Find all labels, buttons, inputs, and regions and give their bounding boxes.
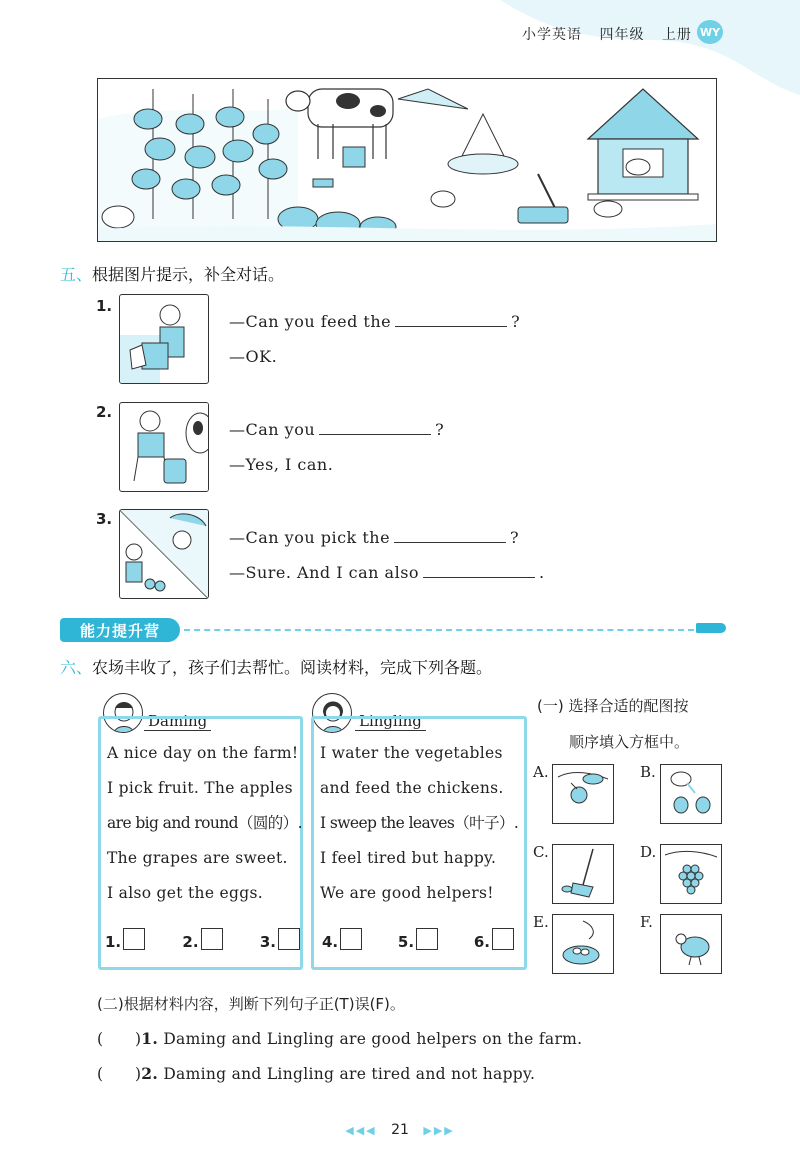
s5-item1-question-mark: ? — [511, 312, 521, 331]
footer-right-arrows: ▶▶▶ — [423, 1124, 455, 1137]
daming-name-label: Daming — [144, 712, 211, 731]
s5-item3-picture-pick-fruit — [119, 509, 209, 599]
option-e-label: E. — [533, 913, 549, 931]
s5-item3-line1 — [229, 528, 519, 547]
tf-item-1 — [97, 1027, 582, 1049]
s5-item3-period: . — [539, 563, 545, 582]
daming-line: I pick fruit. The apples — [107, 779, 293, 797]
option-b-label: B. — [640, 763, 656, 781]
part2-title: (二)根据材料内容，判断下列句子正(T)误(F)。 — [97, 995, 405, 1013]
part1-title-line1: (一) 选择合适的配图按 — [537, 697, 689, 715]
daming-line: A nice day on the farm! — [107, 744, 299, 762]
option-d-label: D. — [640, 843, 657, 861]
answer-slot-1-label: 1. — [105, 933, 122, 951]
answer-box-2[interactable] — [201, 928, 223, 950]
page-number: 21 — [391, 1122, 409, 1138]
answer-slot-3 — [260, 928, 300, 951]
lingling-line: I water the vegetables — [320, 744, 503, 762]
s5-item3-number: 3. — [96, 510, 113, 528]
answer-slot-4 — [322, 928, 362, 951]
daming-line: I also get the eggs. — [107, 884, 263, 902]
s5-item2-number: 2. — [96, 403, 113, 421]
s5-item3-answer-text: —Sure. And I can also — [229, 563, 420, 582]
ability-banner: 能力提升营 — [60, 618, 180, 642]
lingling-line: We are good helpers! — [320, 884, 494, 902]
tf-item-1-text: Daming and Lingling are good helpers on the farm. — [163, 1030, 583, 1048]
s5-item3-question-text: —Can you pick the — [229, 528, 391, 547]
option-f-label: F. — [640, 913, 653, 931]
farm-scene-illustration — [97, 78, 717, 242]
banner-dashed-line — [184, 629, 694, 631]
pencil-icon — [696, 623, 726, 633]
section6-heading — [60, 655, 492, 678]
tf-item-2 — [97, 1062, 535, 1084]
answer-slot-3-label: 3. — [259, 933, 276, 951]
lingling-text — [320, 736, 525, 911]
s5-item2-picture-milk-cow — [119, 402, 209, 492]
s5-item1-line2: —OK. — [229, 347, 278, 366]
answer-slot-5-label: 5. — [397, 933, 415, 951]
daming-line: The grapes are sweet. — [107, 849, 288, 867]
answer-slot-4-label: 4. — [322, 933, 339, 951]
s5-item2-line2: —Yes, I can. — [229, 455, 334, 474]
s5-item1-question-text: —Can you feed the — [229, 312, 392, 331]
option-a-picture-pick-apple[interactable] — [552, 764, 614, 824]
daming-text — [107, 736, 302, 911]
lingling-line: I feel tired but happy. — [320, 849, 497, 867]
header-subject: 小学英语 — [522, 27, 582, 43]
section5-heading — [60, 262, 284, 285]
answer-box-3[interactable] — [278, 928, 300, 950]
lingling-line: and feed the chickens. — [320, 779, 504, 797]
option-a-label: A. — [533, 763, 549, 781]
farm-scene-drawing — [98, 79, 717, 242]
s5-item2-blank1[interactable] — [319, 420, 431, 435]
s5-item3-blank2[interactable] — [423, 563, 535, 578]
part1-title-line2: 顺序填入方框中。 — [569, 733, 690, 751]
answer-box-6[interactable] — [492, 928, 514, 950]
option-c-label: C. — [533, 843, 549, 861]
daming-answer-row — [105, 928, 300, 951]
s5-item2-question-mark: ? — [435, 420, 445, 439]
s5-item3-blank1[interactable] — [394, 528, 506, 543]
option-e-picture-eggs[interactable] — [552, 914, 614, 974]
header-volume: 上册 — [661, 27, 692, 43]
tf-item-1-number: 1. — [141, 1029, 159, 1048]
section6-title: 农场丰收了，孩子们去帮忙。阅读材料，完成下列各题。 — [92, 658, 493, 677]
header-book-info — [522, 24, 704, 44]
answer-slot-2-label: 2. — [182, 933, 199, 951]
option-f-picture-chicken[interactable] — [660, 914, 722, 974]
answer-slot-5 — [398, 928, 438, 951]
answer-box-1[interactable] — [123, 928, 145, 950]
s5-item2-line1 — [229, 420, 444, 439]
daming-line: are big and round（圆的）. — [107, 814, 302, 832]
section6-number: 六、 — [60, 658, 93, 677]
s5-item1-blank1[interactable] — [395, 312, 507, 327]
section5-title: 根据图片提示，补全对话。 — [92, 265, 285, 284]
lingling-name-label: Lingling — [355, 712, 426, 731]
answer-box-4[interactable] — [340, 928, 362, 950]
page-footer — [0, 1122, 800, 1138]
lingling-answer-row — [322, 928, 514, 951]
publisher-badge: WY — [697, 20, 723, 44]
tf-item-2-number: 2. — [141, 1064, 159, 1083]
option-b-picture-water-vegetables[interactable] — [660, 764, 722, 824]
s5-item3-question-mark: ? — [510, 528, 520, 547]
s5-item1-picture-feed-animal — [119, 294, 209, 384]
s5-item1-number: 1. — [96, 297, 113, 315]
tf-item-2-paren[interactable]: ( ) — [97, 1065, 142, 1083]
option-c-picture-sweep-leaves[interactable] — [552, 844, 614, 904]
option-d-picture-grapes[interactable] — [660, 844, 722, 904]
lingling-line: I sweep the leaves（叶子）. — [320, 814, 519, 832]
answer-slot-6 — [474, 928, 514, 951]
answer-slot-1 — [105, 928, 145, 951]
s5-item2-question-text: —Can you — [229, 420, 316, 439]
footer-left-arrows: ◀◀◀ — [345, 1124, 377, 1137]
section5-number: 五、 — [60, 265, 93, 284]
header-grade: 四年级 — [599, 27, 645, 43]
answer-box-5[interactable] — [416, 928, 438, 950]
answer-slot-2 — [182, 928, 222, 951]
tf-item-1-paren[interactable]: ( ) — [97, 1030, 142, 1048]
s5-item1-line1 — [229, 312, 520, 331]
s5-item3-line2 — [229, 563, 545, 582]
answer-slot-6-label: 6. — [473, 933, 490, 951]
tf-item-2-text: Daming and Lingling are tired and not happy. — [163, 1065, 536, 1083]
